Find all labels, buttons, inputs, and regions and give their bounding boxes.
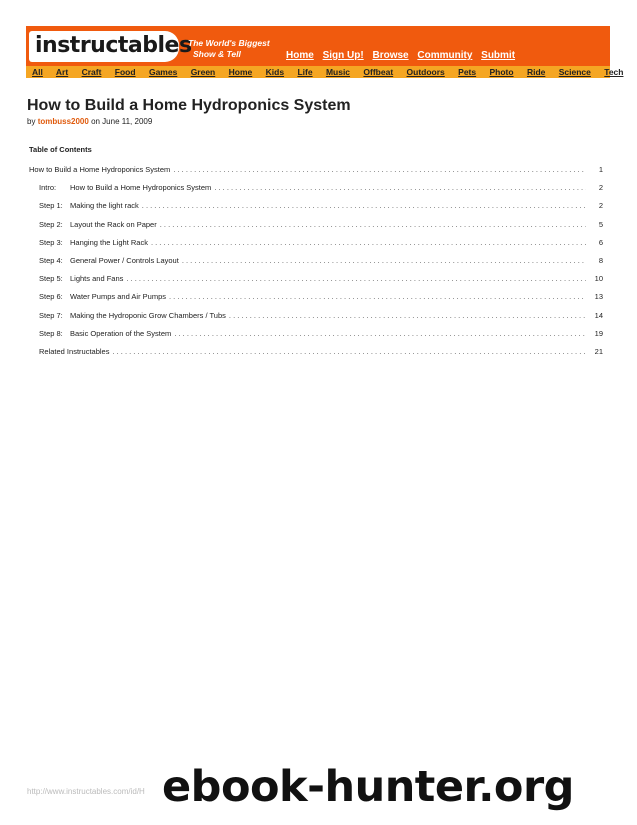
watermark: ebook-hunter.org — [162, 762, 574, 812]
category-link[interactable]: Music — [325, 67, 351, 77]
toc-title: General Power / Controls Layout — [70, 255, 179, 265]
toc-entry[interactable] — [29, 183, 603, 201]
toc-title: How to Build a Home Hydroponics System — [70, 183, 212, 193]
category-link[interactable]: Home — [228, 67, 253, 77]
tagline — [188, 38, 270, 60]
toc-entry[interactable] — [29, 256, 603, 274]
toc-leader — [112, 347, 586, 356]
footer-url[interactable]: http://www.instructables.com/id/H — [27, 787, 145, 796]
toc-label — [39, 201, 139, 210]
author-link[interactable]: tombuss2000 — [37, 117, 89, 126]
toc-entry[interactable] — [29, 274, 603, 292]
toc-page: 1 — [598, 165, 603, 174]
toc-step: Step 7: — [39, 310, 63, 320]
nav-community[interactable]: Community — [417, 50, 473, 61]
toc-leader — [142, 201, 586, 210]
toc-leader — [169, 292, 586, 301]
category-link[interactable]: Outdoors — [406, 67, 445, 77]
toc-entry[interactable] — [29, 292, 603, 310]
nav-submit[interactable]: Submit — [481, 50, 516, 61]
byline — [27, 117, 152, 126]
toc-page: 10 — [594, 274, 603, 284]
category-bar — [26, 66, 624, 78]
site-header — [26, 26, 610, 66]
toc-leader — [174, 329, 586, 338]
nav-home[interactable]: Home — [286, 50, 314, 61]
category-link[interactable]: Craft — [81, 67, 102, 77]
toc-title: Hanging the Light Rack — [70, 237, 148, 247]
toc-entry[interactable] — [29, 347, 603, 365]
tagline-line1: The World's Biggest — [188, 38, 270, 48]
category-link[interactable]: Games — [148, 67, 178, 77]
category-link[interactable]: Life — [297, 67, 313, 77]
tagline-line2: Show & Tell — [193, 49, 241, 59]
toc-page: 14 — [594, 310, 603, 320]
toc-page: 8 — [598, 255, 603, 265]
category-link[interactable]: Green — [190, 67, 216, 77]
toc-step: Step 3: — [39, 237, 63, 247]
toc-title: Layout the Rack on Paper — [70, 219, 157, 229]
category-link[interactable]: Kids — [265, 67, 285, 77]
toc-title: Lights and Fans — [70, 274, 124, 284]
category-link[interactable]: Offbeat — [363, 67, 394, 77]
toc-label — [39, 238, 148, 247]
toc-label — [39, 183, 211, 192]
toc-page: 5 — [598, 219, 603, 229]
toc-step: Step 2: — [39, 219, 63, 229]
toc-entry[interactable] — [29, 238, 603, 256]
category-link[interactable]: Art — [55, 67, 69, 77]
category-link[interactable]: Pets — [458, 67, 477, 77]
toc-page: 2 — [598, 183, 603, 193]
toc-entry[interactable] — [29, 201, 603, 219]
toc-page: 2 — [598, 201, 603, 211]
toc-step: Step 8: — [39, 328, 63, 338]
toc-label — [39, 256, 179, 265]
toc-entry[interactable] — [29, 329, 603, 347]
by-label: by — [27, 117, 36, 126]
toc-step: Step 6: — [39, 292, 63, 302]
category-link[interactable]: Tech — [604, 67, 624, 77]
toc-heading: Table of Contents — [29, 145, 92, 154]
category-link[interactable]: Food — [114, 67, 136, 77]
category-nav — [32, 66, 634, 78]
toc-page: 21 — [594, 346, 603, 356]
toc-leader — [229, 311, 586, 320]
toc-step: Intro: — [39, 183, 57, 193]
toc-page: 6 — [598, 237, 603, 247]
toc-leader — [173, 165, 586, 174]
category-link[interactable]: Science — [558, 67, 591, 77]
category-link[interactable]: All — [32, 67, 43, 77]
toc-title: Basic Operation of the System — [70, 328, 172, 338]
toc-page: 19 — [594, 328, 603, 338]
nav-browse[interactable]: Browse — [372, 50, 409, 61]
toc-label — [39, 274, 123, 283]
nav-sign-up[interactable]: Sign Up! — [322, 50, 364, 61]
toc-step: Step 5: — [39, 274, 63, 284]
toc-label — [39, 220, 157, 229]
logo[interactable] — [29, 31, 192, 62]
toc-leader — [214, 183, 586, 192]
toc-leader — [160, 220, 586, 229]
table-of-contents — [29, 165, 603, 365]
toc-entry[interactable] — [29, 220, 603, 238]
toc-label — [39, 311, 226, 320]
page-title: How to Build a Home Hydroponics System — [27, 97, 351, 114]
toc-page: 13 — [594, 292, 603, 302]
toc-label — [39, 292, 166, 301]
toc-label: How to Build a Home Hydroponics System — [29, 165, 171, 174]
toc-title: Making the light rack — [70, 201, 139, 211]
toc-label — [39, 329, 171, 338]
toc-step: Step 4: — [39, 255, 63, 265]
category-link[interactable]: Ride — [526, 67, 546, 77]
logo-text: instructables — [35, 33, 192, 58]
toc-title: Water Pumps and Air Pumps — [70, 292, 167, 302]
category-link[interactable]: Photo — [489, 67, 514, 77]
toc-label: Related Instructables — [39, 346, 110, 356]
toc-entry[interactable] — [29, 165, 603, 183]
top-nav — [286, 50, 521, 61]
toc-step: Step 1: — [39, 201, 63, 211]
toc-leader — [182, 256, 586, 265]
publish-date: on June 11, 2009 — [91, 117, 153, 126]
toc-entry[interactable] — [29, 311, 603, 329]
toc-leader — [151, 238, 586, 247]
toc-title: Making the Hydroponic Grow Chambers / Tubs — [70, 310, 226, 320]
toc-leader — [126, 274, 586, 283]
